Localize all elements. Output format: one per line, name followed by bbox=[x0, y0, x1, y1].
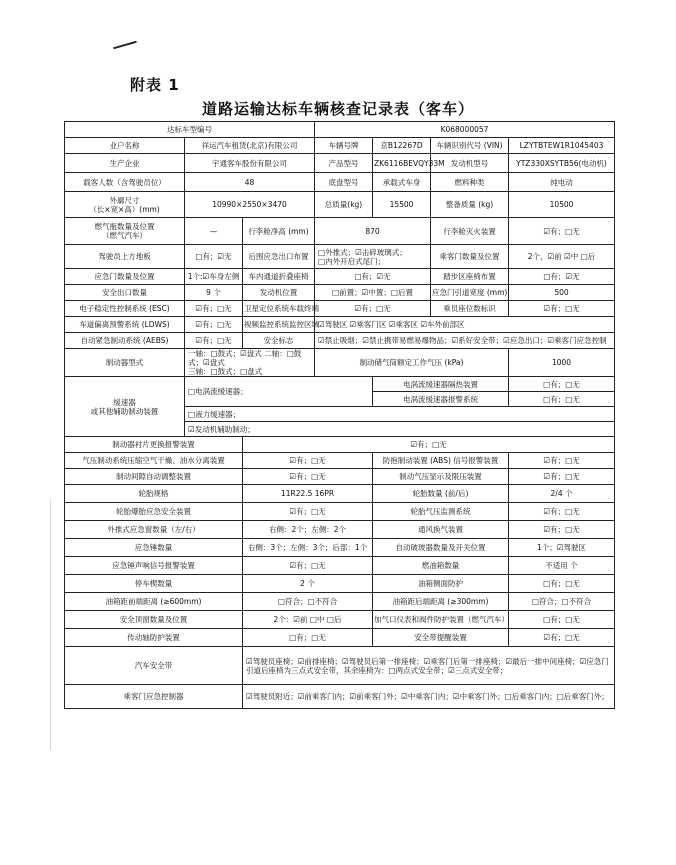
value-cell: 500 bbox=[509, 285, 615, 301]
option-cell: □电涡流缓速器； bbox=[185, 377, 373, 407]
label-cell: 燃气瓶数量及位置 （燃气汽车） bbox=[65, 218, 185, 245]
table-row bbox=[65, 285, 615, 301]
label-cell: 传动轴防护装置 bbox=[65, 629, 243, 647]
label-cell: 轮胎规格 bbox=[65, 485, 243, 503]
label-cell: 卫星定位系统车载终端 bbox=[243, 301, 315, 317]
table-row bbox=[65, 539, 615, 557]
label-cell: 外廓尺寸 （长×宽×高）(mm) bbox=[65, 192, 185, 218]
value-cell: □有；☑无 bbox=[185, 245, 243, 269]
label-cell: 轮胎爆胎应急安全装置 bbox=[65, 503, 243, 521]
label-cell: 轮胎数量 (前/后) bbox=[373, 485, 509, 503]
value-cell: □符合；□不符合 bbox=[243, 593, 373, 611]
value-cell: ☑有；□无 bbox=[243, 503, 373, 521]
table-row bbox=[65, 485, 615, 503]
label-cell: 车道偏离预警系统 (LDWS) bbox=[65, 317, 185, 333]
value-cell: ☑有；□无 bbox=[509, 503, 615, 521]
label-cell: 制动器衬片更换报警装置 bbox=[65, 437, 243, 453]
table-row bbox=[65, 557, 615, 575]
value-cell: 10500 bbox=[509, 192, 615, 218]
value-cell: 2 个 bbox=[243, 575, 373, 593]
value-cell: ☑有；□无 bbox=[509, 469, 615, 485]
label-cell: 应急锤声响信号报警装置 bbox=[65, 557, 243, 575]
label-cell: 应急锤数量 bbox=[65, 539, 243, 557]
value-cell: ☑有；□无 bbox=[509, 218, 615, 245]
label-cell: 燃料种类 bbox=[431, 173, 509, 192]
label-cell: 载客人数（含驾驶员位） bbox=[65, 173, 185, 192]
table-row bbox=[65, 317, 615, 333]
option-cell: ☑发动机辅助制动； bbox=[185, 422, 615, 437]
label-cell: 油箱距后端距离 (≥300mm) bbox=[373, 593, 509, 611]
value-cell: ☑有；□无 bbox=[509, 301, 615, 317]
label-cell: 踏步区座椅布置 bbox=[431, 269, 509, 285]
label-cell: 乘员座位数标识 bbox=[431, 301, 509, 317]
table-row bbox=[65, 469, 615, 485]
table-row bbox=[65, 453, 615, 469]
table-row bbox=[65, 349, 615, 377]
label-cell: 整备质量 (kg) bbox=[431, 192, 509, 218]
label-cell: 乘客门数量及位置 bbox=[431, 245, 509, 269]
value-cell: 京B12267D bbox=[373, 138, 431, 154]
table-row bbox=[65, 138, 615, 154]
value-cell: 870 bbox=[315, 218, 431, 245]
value-cell: □有；☑无 bbox=[509, 269, 615, 285]
value-cell: 祥运汽车租赁(北京)有限公司 bbox=[185, 138, 315, 154]
value-cell: ☑有；□无 bbox=[243, 437, 615, 453]
value-cell: — bbox=[185, 218, 243, 245]
option-cell: □液力缓速器； bbox=[185, 407, 615, 422]
label-cell: 驾驶员上方地板 bbox=[65, 245, 185, 269]
label-cell: 安全顶窗数量及位置 bbox=[65, 611, 243, 629]
value-cell: 9 个 bbox=[185, 285, 243, 301]
value-cell: K068000057 bbox=[315, 122, 615, 138]
table-row bbox=[65, 521, 615, 539]
label-cell: 车内通道折叠座椅 bbox=[243, 269, 315, 285]
label-cell: 安全标志 bbox=[243, 333, 315, 349]
value-cell: ☑有；□无 bbox=[185, 301, 243, 317]
label-cell: 安全带提醒装置 bbox=[373, 629, 509, 647]
value-cell: □前置；☑中置；□后置 bbox=[315, 285, 431, 301]
value-cell: 1000 bbox=[509, 349, 615, 377]
label-cell: 底盘型号 bbox=[315, 173, 373, 192]
value-cell: ☑有；□无 bbox=[243, 469, 373, 485]
value-cell: 宇通客车股份有限公司 bbox=[185, 154, 315, 173]
label-cell: 车辆号牌 bbox=[315, 138, 373, 154]
scan-line bbox=[50, 500, 51, 750]
label-cell: 轮胎气压监测系统 bbox=[373, 503, 509, 521]
value-cell: 不适用 个 bbox=[509, 557, 615, 575]
label-cell: 制动间隙自动调整装置 bbox=[65, 469, 243, 485]
value-cell: 48 bbox=[185, 173, 315, 192]
label-cell: 燃油箱数量 bbox=[373, 557, 509, 575]
label-cell: 乘客门应急控制器 bbox=[65, 685, 243, 709]
value-cell: □有；□无 bbox=[243, 629, 373, 647]
table-row bbox=[65, 611, 615, 629]
label-cell: 产品型号 bbox=[315, 154, 373, 173]
table-row bbox=[65, 437, 615, 453]
value-cell: ☑驾驶员座椅；☑前排座椅；☑驾驶员后第一排座椅；☑乘客门后第一排座椅；☑最后一排中间座椅；☑应急门引道后座椅为三点式安全带，其余座椅为：□两点式安全带；☑三点式安全带； bbox=[243, 647, 615, 685]
label-cell: 防抱制动装置 (ABS) 信号报警装置 bbox=[373, 453, 509, 469]
value-cell: 2个，☑前 ☑中 □后 bbox=[509, 245, 615, 269]
value-cell: ☑有；□无 bbox=[243, 557, 373, 575]
value-cell: ☑有；□无 bbox=[509, 453, 615, 469]
label-cell: 生产企业 bbox=[65, 154, 185, 173]
value-cell: □有；□无 bbox=[509, 377, 615, 392]
value-cell: ☑禁止吸烟；☑禁止携带易燃易爆物品；☑系好安全带；☑应急出口；☑乘客门应急控制 bbox=[315, 333, 615, 349]
value-cell: □有；☑无 bbox=[315, 269, 431, 285]
table-row bbox=[65, 647, 615, 685]
label-cell: 应急门引道宽度 (mm) bbox=[431, 285, 509, 301]
label-cell: 电涡流缓速器隔热装置 bbox=[373, 377, 509, 392]
value-cell: 右侧：2个；左侧：2个 bbox=[243, 521, 373, 539]
label-cell: 停车楔数量 bbox=[65, 575, 243, 593]
label-cell: 视频监控系统监控区域 bbox=[243, 317, 315, 333]
table-row bbox=[65, 333, 615, 349]
value-cell: 2/4 个 bbox=[509, 485, 615, 503]
label-cell: 达标车型编号 bbox=[65, 122, 315, 138]
label-cell: 自动紧急制动系统 (AEBS) bbox=[65, 333, 185, 349]
value-cell: ☑有；□无 bbox=[509, 629, 615, 647]
label-cell: 汽车安全带 bbox=[65, 647, 243, 685]
label-cell: 油箱侧面防护 bbox=[373, 575, 509, 593]
value-cell: □外推式；☑击碎玻璃式； □内外开启式尾门； bbox=[315, 245, 431, 269]
label-cell: 后围应急出口布置 bbox=[243, 245, 315, 269]
value-cell: ☑驾驶区 ☑乘客门区 ☑乘客区 ☑车外前部区 bbox=[315, 317, 615, 333]
table-row bbox=[65, 575, 615, 593]
value-cell: ☑有；□无 bbox=[243, 453, 373, 469]
value-cell: LZYTBTEW1R1045403 bbox=[509, 138, 615, 154]
pen-mark bbox=[113, 41, 137, 50]
label-cell: 通风换气装置 bbox=[373, 521, 509, 539]
value-cell: 一轴：□鼓式；☑盘式 二轴：□鼓式；☑盘式 三轴：□鼓式；□盘式 bbox=[185, 349, 315, 377]
label-cell: 发动机型号 bbox=[431, 154, 509, 173]
annex-label: 附表 1 bbox=[130, 76, 180, 94]
table-row bbox=[65, 218, 615, 245]
label-cell: 气压制动系统压缩空气干燥、油水分离装置 bbox=[65, 453, 243, 469]
label-cell: 缓速器 或其他辅助制动装置 bbox=[65, 377, 185, 437]
label-cell: 制动气压显示及限压装置 bbox=[373, 469, 509, 485]
value-cell: 11R22.5 16PR bbox=[243, 485, 373, 503]
label-cell: 制动储气筒额定工作气压 (kPa) bbox=[315, 349, 509, 377]
value-cell: 承载式车身 bbox=[373, 173, 431, 192]
table-row bbox=[65, 593, 615, 611]
label-cell: 制动器型式 bbox=[65, 349, 185, 377]
label-cell: 电子稳定性控制系统 (ESC) bbox=[65, 301, 185, 317]
label-cell: 自动破玻器数量及开关位置 bbox=[373, 539, 509, 557]
label-cell: 行李舱灭火装置 bbox=[431, 218, 509, 245]
inspection-table bbox=[64, 121, 615, 709]
value-cell: 15500 bbox=[373, 192, 431, 218]
label-cell: 加气口仪表和阀件防护装置（燃气汽车） bbox=[373, 611, 509, 629]
table-row bbox=[65, 301, 615, 317]
table-row bbox=[65, 629, 615, 647]
value-cell: □有；□无 bbox=[509, 392, 615, 407]
table-row bbox=[65, 192, 615, 218]
value-cell: ☑有；□无 bbox=[315, 301, 431, 317]
label-cell: 总质量(kg) bbox=[315, 192, 373, 218]
label-cell: 电涡流缓速器报警系统 bbox=[373, 392, 509, 407]
table-row bbox=[65, 503, 615, 521]
table-row bbox=[65, 173, 615, 192]
value-cell: 1个；☑驾驶区 bbox=[509, 539, 615, 557]
value-cell: ☑有；□无 bbox=[185, 333, 243, 349]
table-row bbox=[65, 122, 615, 138]
label-cell: 应急门数量及位置 bbox=[65, 269, 185, 285]
label-cell: 行李舱净高 (mm) bbox=[243, 218, 315, 245]
value-cell: YTZ330XSYTB56(电动机) bbox=[509, 154, 615, 173]
value-cell: 10990×2550×3470 bbox=[185, 192, 315, 218]
label-cell: 发动机位置 bbox=[243, 285, 315, 301]
label-cell: 油箱距前端距离 (≥600mm) bbox=[65, 593, 243, 611]
value-cell: ☑有；□无 bbox=[185, 317, 243, 333]
table-row bbox=[65, 245, 615, 269]
table-row bbox=[65, 685, 615, 709]
label-cell: 车辆识别代号 (VIN) bbox=[431, 138, 509, 154]
value-cell: ☑有；□无 bbox=[509, 521, 615, 539]
value-cell: ZK6116BEVQY33M bbox=[373, 154, 431, 173]
value-cell: ☑驾驶员附近；☑前乘客门内；☑前乘客门外；☑中乘客门内；☑中乘客门外；□后乘客门内；□后乘客门外； bbox=[243, 685, 615, 709]
value-cell: □有；□无 bbox=[509, 575, 615, 593]
table-row bbox=[65, 377, 615, 392]
value-cell: 1个:☑车身左侧 bbox=[185, 269, 243, 285]
value-cell: 纯电动 bbox=[509, 173, 615, 192]
label-cell: 外推式应急窗数量（左/右） bbox=[65, 521, 243, 539]
label-cell: 安全出口数量 bbox=[65, 285, 185, 301]
label-cell: 业户名称 bbox=[65, 138, 185, 154]
value-cell: □有；□无 bbox=[509, 611, 615, 629]
value-cell: 2个：☑前 □中 □后 bbox=[243, 611, 373, 629]
page-title: 道路运输达标车辆核查记录表（客车） bbox=[201, 100, 474, 118]
value-cell: 右侧：3个；左侧：3个；后部：1个 bbox=[243, 539, 373, 557]
value-cell: □符合；□不符合 bbox=[509, 593, 615, 611]
table-row bbox=[65, 154, 615, 173]
table-row bbox=[65, 269, 615, 285]
